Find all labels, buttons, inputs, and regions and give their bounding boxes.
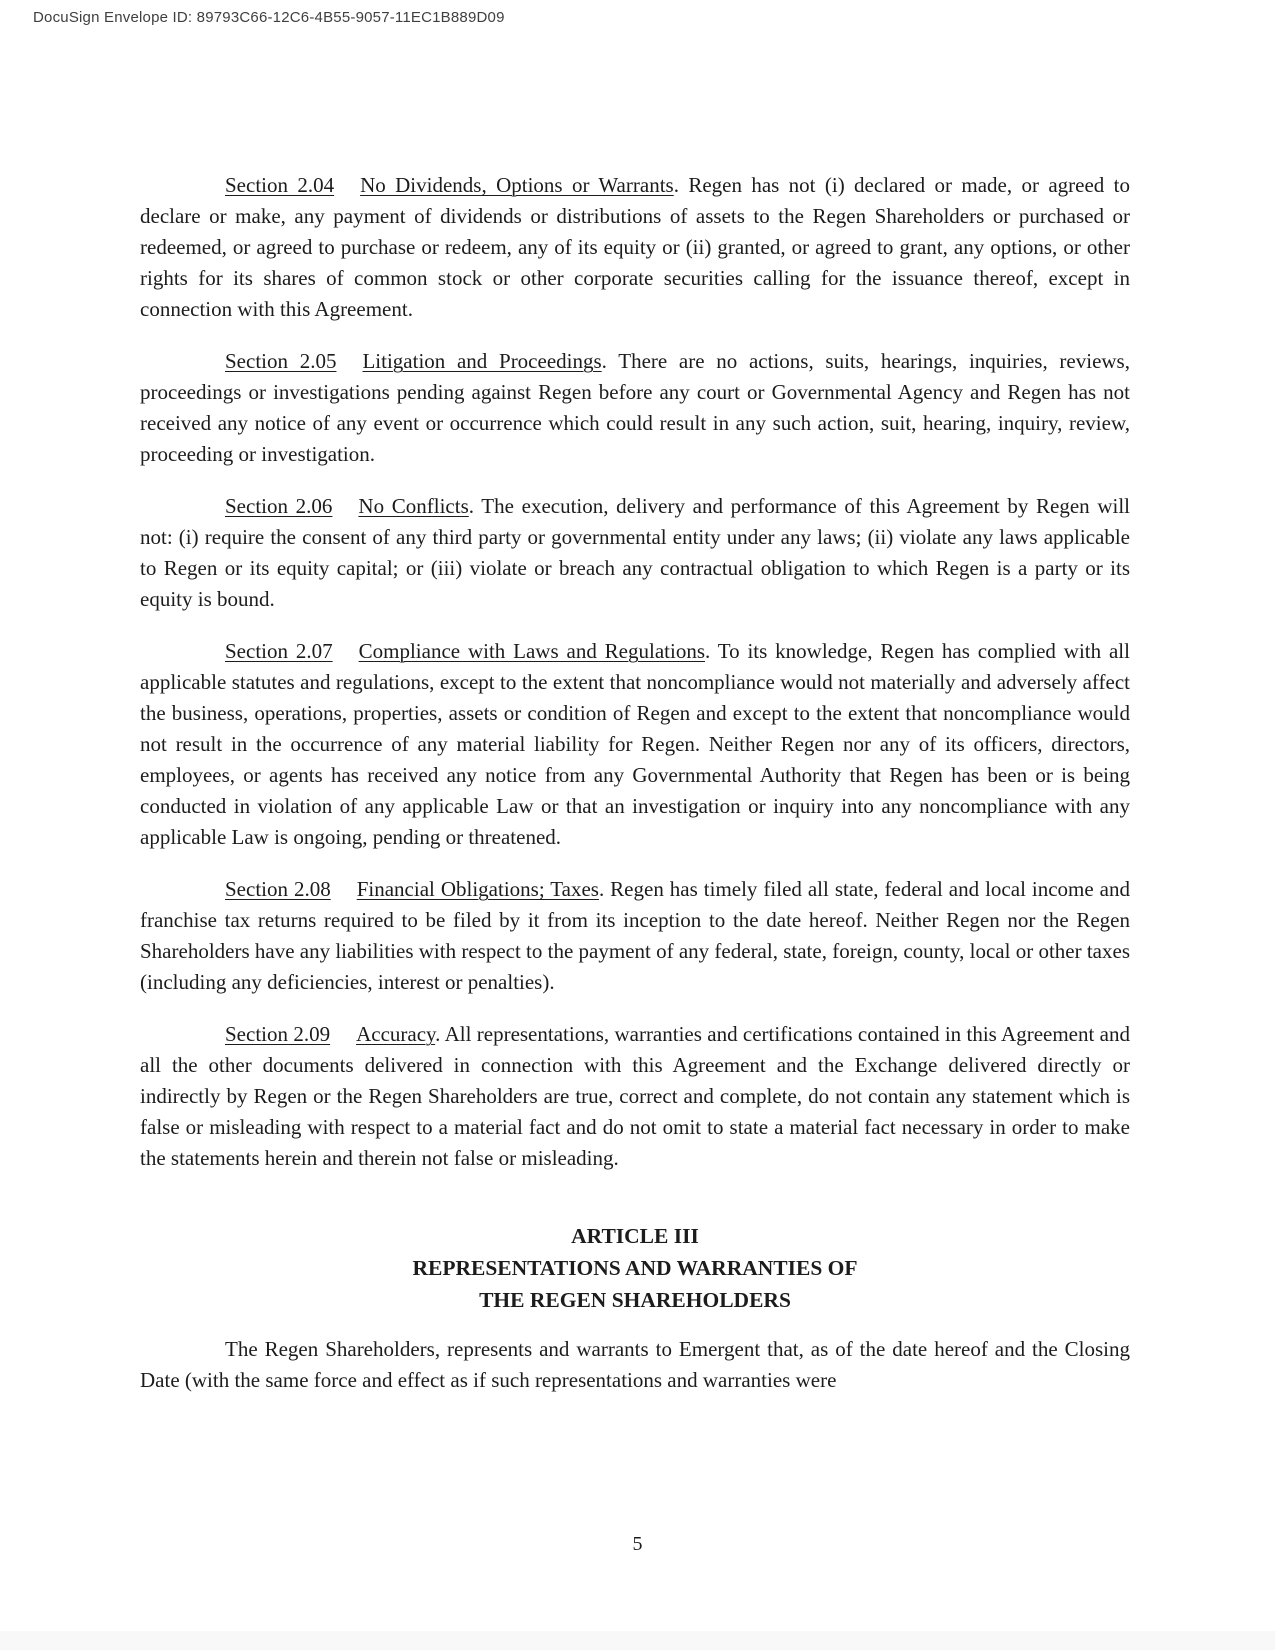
section-number: Section 2.06: [225, 494, 333, 518]
section-number: Section 2.04: [225, 173, 335, 197]
section-2-09-paragraph: [140, 1019, 1130, 1174]
article-title-line-2: THE REGEN SHAREHOLDERS: [479, 1288, 791, 1312]
section-number: Section 2.05: [225, 349, 337, 373]
closing-paragraph: The Regen Shareholders, represents and warrants to Emergent that, as of the date hereof and the Closing Date (with the same force and effect as if such representations and warranties were: [140, 1337, 1130, 1392]
section-2-04-paragraph: [140, 170, 1130, 325]
article-number: ARTICLE III: [571, 1224, 699, 1248]
section-number: Section 2.09: [225, 1022, 331, 1046]
document-body: [140, 170, 1130, 1396]
section-body-text: . All representations, warranties and certifications contained in this Agreement and all the other documents delivered in connection with this Agreement and the Exchange delivered directly or indirectly by Regen or the Regen Shareholders are true, correct and complete, do not contain any statement which is false or misleading with respect to a material fact and do not omit to state a material fact necessary in order to make the statements herein and therein not false or misleading.: [140, 1022, 1130, 1170]
section-body-text: . Regen has timely filed all state, federal and local income and franchise tax returns required to be filed by it from its inception to the date hereof. Neither Regen nor the Regen Shareholders have any liabilities with respect to the payment of any federal, state, foreign, county, local or other taxes (including any deficiencies, interest or penalties).: [140, 877, 1130, 994]
section-title: Accuracy: [356, 1022, 436, 1046]
docusign-envelope-id: DocuSign Envelope ID: 89793C66-12C6-4B55-9057-11EC1B889D09: [33, 9, 505, 26]
section-number: Section 2.07: [225, 639, 333, 663]
page-number: 5: [632, 1533, 643, 1555]
scan-edge-strip: [0, 1631, 1275, 1650]
article-title-line-1: REPRESENTATIONS AND WARRANTIES OF: [412, 1256, 858, 1280]
section-body-text: . Regen has not (i) declared or made, or agreed to declare or make, any payment of dividends or distributions of assets to the Regen Shareholders or purchased or redeemed, or agreed to purchase or redeem, any of its equity or (ii) granted, or agreed to grant, any options, or other rights for its shares of common stock or other corporate securities calling for the issuance thereof, except in connection with this Agreement.: [140, 173, 1130, 321]
section-body-text: . The execution, delivery and performance of this Agreement by Regen will not: (i) require the consent of any third party or governmental entity under any laws; (ii) violate any laws applicable to Regen or its equity capital; or (iii) violate or breach any contractual obligation to which Regen is a party or its equity is bound.: [140, 494, 1131, 611]
section-2-06-paragraph: [140, 491, 1130, 615]
section-title: No Conflicts: [358, 494, 469, 518]
section-body-text: . There are no actions, suits, hearings, inquiries, reviews, proceedings or investigations pending against Regen before any court or Governmental Agency and Regen has not received any notice of any event or occurrence which could result in any such action, suit, hearing, inquiry, review, proceeding or investigation.: [140, 349, 1130, 466]
section-number: Section 2.08: [225, 877, 331, 901]
section-title: No Dividends, Options or Warrants: [360, 173, 674, 197]
article-heading: [140, 1220, 1130, 1316]
section-2-05-paragraph: [140, 346, 1130, 470]
section-body-text: . To its knowledge, Regen has complied with all applicable statutes and regulations, except to the extent that noncompliance would not materially and adversely affect the business, operations, properties, assets or condition of Regen and except to the extent that noncompliance would not result in the occurrence of any material liability for Regen. Neither Regen nor any of its officers, directors, employees, or agents has received any notice from any Governmental Authority that Regen has been or is being conducted in violation of any applicable Law or that an investigation or inquiry into any noncompliance with any applicable Law is ongoing, pending or threatened.: [140, 639, 1130, 849]
section-2-08-paragraph: [140, 874, 1130, 998]
section-title: Financial Obligations; Taxes: [356, 877, 599, 901]
section-2-07-paragraph: [140, 636, 1130, 853]
section-title: Litigation and Proceedings: [362, 349, 602, 373]
section-title: Compliance with Laws and Regulations: [358, 639, 705, 663]
